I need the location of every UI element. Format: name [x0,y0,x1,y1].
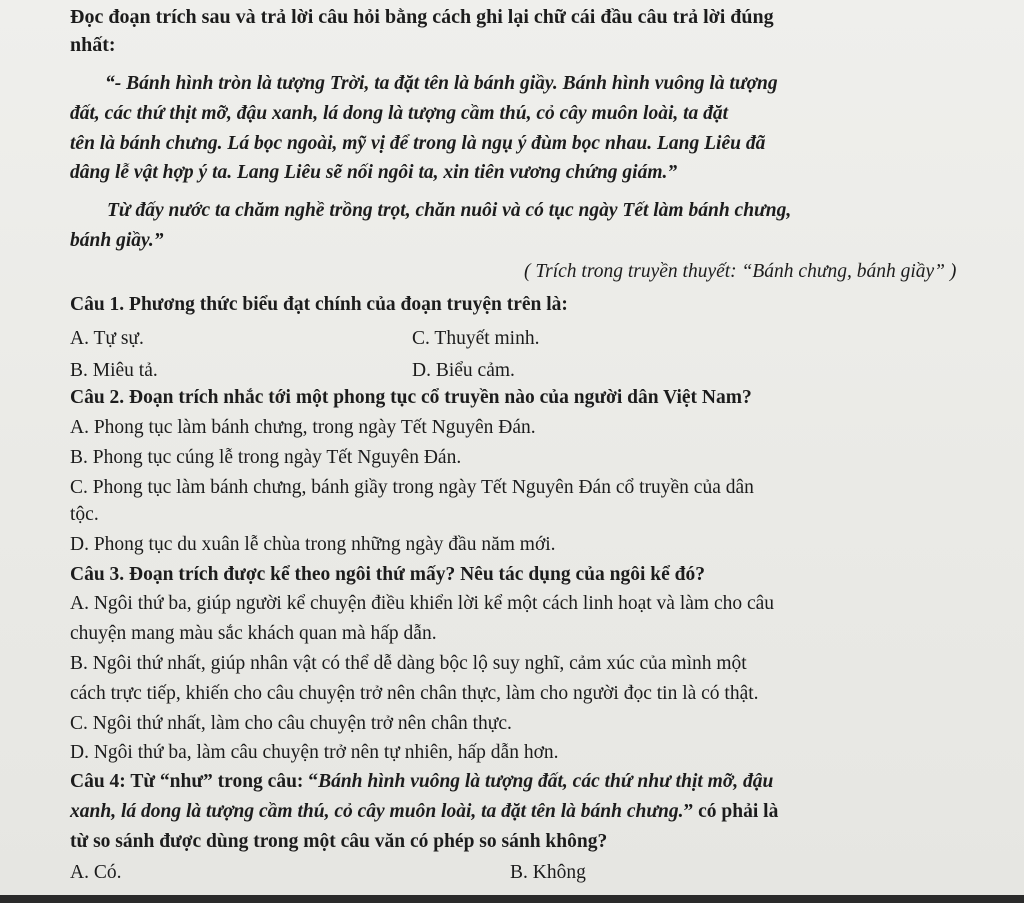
question-4-line-3: từ so sánh được dùng trong một câu văn có phép so sánh không? [70,831,608,852]
question-3-option-b-line-2: cách trực tiếp, khiến cho câu chuyện trở nên chân thực, làm cho người đọc tin là có thật. [70,683,759,704]
question-2-option-b: B. Phong tục cúng lễ trong ngày Tết Nguyên Đán. [70,447,462,468]
question-4-label: Câu 4: Từ “như” trong câu: “ [70,771,319,792]
passage-line-5: Từ đấy nước ta chăm nghề trồng trọt, chăn nuôi và có tục ngày Tết làm bánh chưng, [107,200,792,221]
passage-line-2: đất, các thứ thịt mỡ, đậu xanh, lá dong là tượng cầm thú, cỏ cây muôn loài, ta đặt [70,103,729,124]
question-4-tail: ” có phải là [683,801,779,822]
question-2-title: Câu 2. Đoạn trích nhắc tới một phong tục cổ truyền nào của người dân Việt Nam? [70,387,752,408]
question-2-option-a: A. Phong tục làm bánh chưng, trong ngày Tết Nguyên Đán. [70,417,536,438]
question-3-option-b-line-1: B. Ngôi thứ nhất, giúp nhân vật có thể dễ dàng bộc lộ suy nghĩ, cảm xúc của mình một [70,653,747,674]
question-4-option-a: A. Có. [70,862,122,883]
question-3-option-a-line-1: A. Ngôi thứ ba, giúp người kể chuyện điều khiển lời kể một cách linh hoạt và làm cho câu [70,593,775,614]
passage-source: ( Trích trong truyền thuyết: “Bánh chưng, bánh giầy” ) [524,261,957,282]
question-4-quote-part-1: Bánh hình vuông là tượng đất, các thứ như thịt mỡ, đậu [318,771,774,792]
question-3-option-c: C. Ngôi thứ nhất, làm cho câu chuyện trở nên chân thực. [70,713,512,734]
question-4-line-2 [70,799,778,825]
question-1-option-a: A. Tự sự. [70,328,144,349]
question-3-option-d: D. Ngôi thứ ba, làm câu chuyện trở nên tự nhiên, hấp dẫn hơn. [70,742,559,763]
instruction-line-2: nhất: [70,34,116,56]
question-2-option-d: D. Phong tục du xuân lễ chùa trong những ngày đầu năm mới. [70,534,556,555]
question-4-option-b: B. Không [510,862,586,883]
passage-line-3: tên là bánh chưng. Lá bọc ngoài, mỹ vị để trong là ngụ ý đùm bọc nhau. Lang Liêu đã [70,133,766,154]
question-1-title: Câu 1. Phương thức biểu đạt chính của đoạn truyện trên là: [70,294,568,315]
question-1-option-b: B. Miêu tả. [70,360,158,381]
question-1-option-d: D. Biểu cảm. [412,360,515,381]
passage-line-4: dâng lễ vật hợp ý ta. Lang Liêu sẽ nối ngôi ta, xin tiên vương chứng giám.” [70,162,678,183]
question-3-title: Câu 3. Đoạn trích được kể theo ngôi thứ mấy? Nêu tác dụng của ngôi kể đó? [70,564,705,585]
question-4-quote-part-2: xanh, lá dong là tượng cầm thú, cỏ cây muôn loài, ta đặt tên là bánh chưng. [70,801,684,822]
question-2-option-c-line-2: tộc. [70,504,99,525]
passage-line-1: “- Bánh hình tròn là tượng Trời, ta đặt tên là bánh giầy. Bánh hình vuông là tượng [105,73,778,94]
question-2-option-c-line-1: C. Phong tục làm bánh chưng, bánh giầy trong ngày Tết Nguyên Đán cổ truyền của dân [70,477,754,498]
passage-line-6: bánh giầy.” [70,230,164,251]
question-4-line-1 [70,769,773,795]
page-bottom-edge [0,895,1024,903]
instruction-line-1: Đọc đoạn trích sau và trả lời câu hỏi bằng cách ghi lại chữ cái đầu câu trả lời đúng [70,6,774,28]
question-1-option-c: C. Thuyết minh. [412,328,540,349]
question-3-option-a-line-2: chuyện mang màu sắc khách quan mà hấp dẫn. [70,623,437,644]
